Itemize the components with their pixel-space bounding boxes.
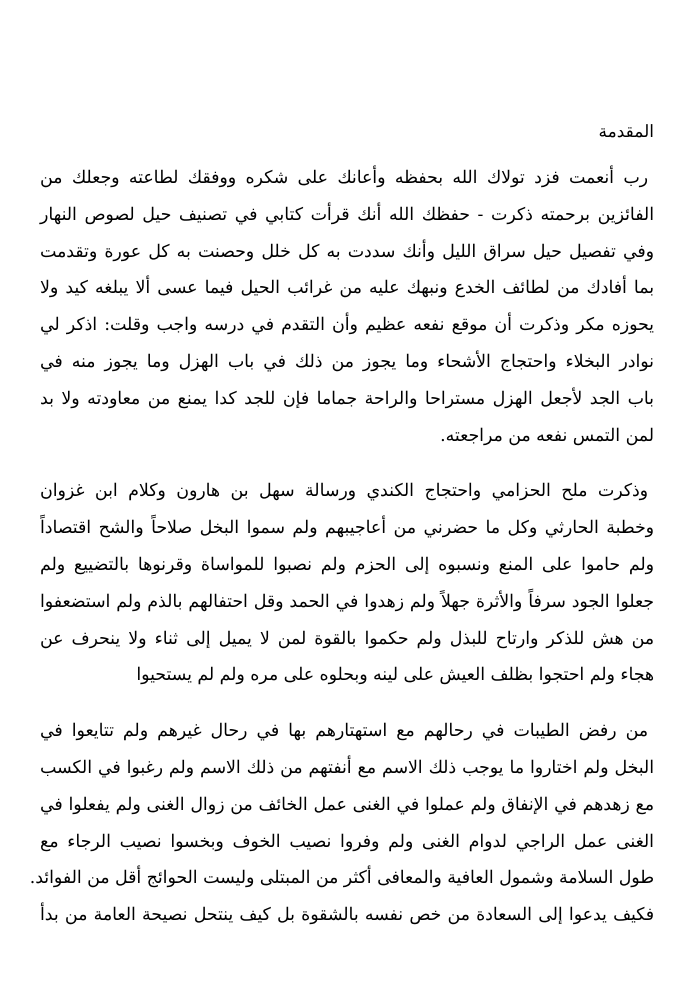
text-line: نوادر البخلاء واحتجاج الأشحاء وما يجوز من ذلك في باب الهزل وما يجوز منه في [40,351,654,372]
text-line: يحوزه مكر وذكرت أن موقع نفعه عظيم وأن التقدم في درسه واجب وقلت: اذكر لي [40,315,654,336]
text-line: من رفض الطيبات في رحالهم مع استهتارهم بها في رحال غيرهم ولم تتايعوا في [40,721,648,742]
paragraph-1 [40,160,654,454]
text-line: فكيف يدعوا إلى السعادة من خص نفسه بالشقوة بل كيف ينتحل نصيحة العامة من بدأ [40,905,654,926]
document-heading: المقدمة [598,122,654,142]
text-line: لمن التمس نفعه من مراجعته. [440,425,654,446]
text-line: بما أفادك من لطائف الخدع ونبهك عليه من غرائب الحيل فيما عسى ألا يبلغه كيد ولا [40,278,654,299]
text-line: الغنى عمل الراجي لدوام الغنى ولم وفروا نصيب الخوف وبخسوا نصيب الرجاء مع [40,831,654,852]
text-line: طول السلامة وشمول العافية والمعافى أكثر من المبتلى وليست الحوائج أقل من الفوائد. [29,868,654,889]
text-line: وذكرت ملح الحزامي واحتجاج الكندي ورسالة سهل بن هارون وكلام ابن غزوان [40,481,648,502]
text-line: باب الجد لأجعل الهزل مستراحا والراحة جماما فإن للجد كدا يمنع من معاودته ولا بد [40,388,654,409]
text-line: جعلوا الجود سرفاً والأثرة جهلاً ولم زهدوا في الحمد وقل احتفالهم بالذم ولم استضعفوا [40,591,654,612]
text-line: البخل ولم اختاروا ما يوجب ذلك الاسم مع أنفتهم من ذلك الاسم ولم رغبوا في الكسب [40,757,654,778]
paragraph-3 [29,713,654,934]
text-line: وخطبة الحارثي وكل ما حضرني من أعاجيبهم ولم سموا البخل صلاحاً والشح اقتصاداً [40,518,654,539]
text-line: وفي تفصيل حيل سراق الليل وأنك سددت به كل خلل وحصنت به كل عورة وتقدمت [40,241,654,262]
text-line: من هش للذكر وارتاح للبذل ولم حكموا بالقوة لمن لا يميل إلى ثناء ولا ينحرف عن [40,628,654,649]
text-line: ولم حاموا على المنع ونسبوه إلى الحزم ولم نصبوا للمواساة وقرنوها بالتضييع ولم [40,554,654,575]
text-line: هجاء ولم احتجوا بظلف العيش على لينه وبحلوه على مره ولم لم يستحيوا [136,665,654,686]
paragraph-2 [40,473,654,694]
text-line: مع زهدهم في الإنفاق ولم عملوا في الغنى عمل الخائف من زوال الغنى ولم يفعلوا في [40,794,654,815]
text-line: رب أنعمت فزد تولاك الله بحفظه وأعانك على شكره ووفقك لطاعته وجعلك من [40,168,648,188]
text-line: الفائزين برحمته ذكرت - حفظك الله أنك قرأت كتابي في تصنيف حيل لصوص النهار [40,204,654,225]
